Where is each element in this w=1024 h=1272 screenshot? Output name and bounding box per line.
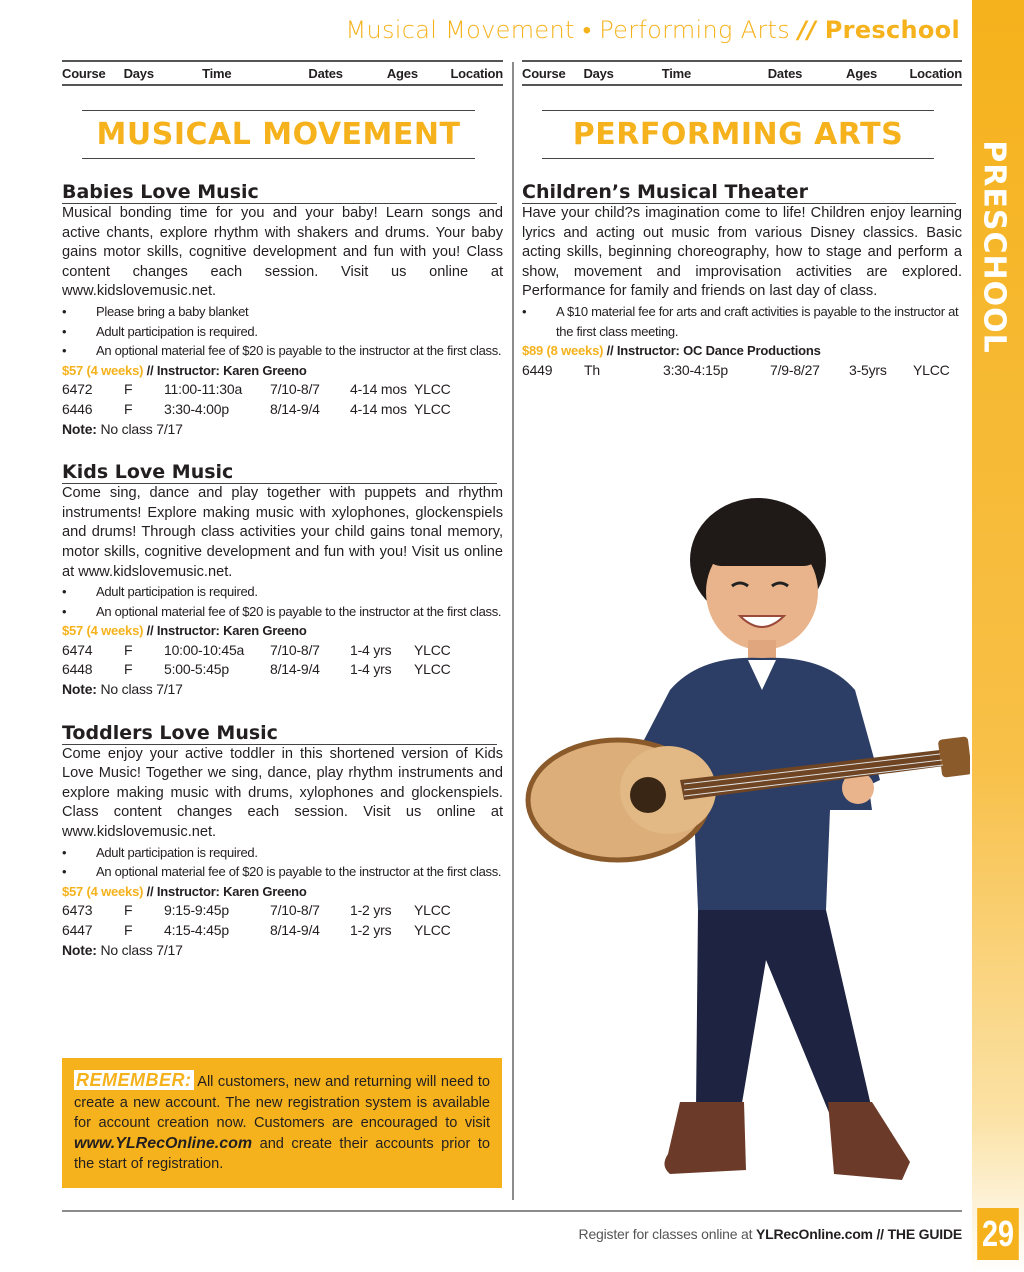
table-row bbox=[62, 660, 503, 680]
header-text: Musical Movement • Performing Arts bbox=[345, 16, 798, 44]
footer-separator: // bbox=[872, 1226, 888, 1242]
course-title: Babies Love Music bbox=[62, 181, 497, 204]
course-title: Children’s Musical Theater bbox=[522, 181, 956, 204]
page-header bbox=[345, 16, 960, 45]
header-days: Days bbox=[123, 65, 154, 81]
bullet-item: • A $10 material fee for arts and craft activities is payable to the instructor at the first class meeting. bbox=[522, 302, 962, 341]
remember-text: All customers, new and returning will need to create a new account. The new registration system is available for account creation now. Customers are encouraged to visit bbox=[74, 1074, 490, 1131]
cell-days: F bbox=[124, 641, 133, 658]
course-description: Come enjoy your active toddler in this shortened version of Kids Love Music! Together we sing, dance, play rhythm instruments and explore making music with drums, xylophones and glockenspiels. Class content changes each session. Visit us online at www.kidslovemusic.net. bbox=[62, 745, 503, 841]
cell-location: YLCC bbox=[414, 922, 451, 938]
course-instructor: // Instructor: OC Dance Productions bbox=[603, 343, 821, 359]
cell-course: 6472 bbox=[62, 381, 93, 398]
cell-time: 3:30-4:15p bbox=[663, 361, 728, 378]
table-header bbox=[62, 60, 503, 86]
cell-time: 4:15-4:45p bbox=[164, 922, 229, 938]
remember-notice bbox=[62, 1058, 502, 1188]
cell-location: YLCC bbox=[414, 641, 451, 658]
cell-time: 10:00-10:45a bbox=[164, 641, 245, 658]
note-label: Note: bbox=[62, 420, 97, 437]
course-bullets bbox=[62, 843, 503, 882]
note-text: No class 7/17 bbox=[96, 420, 183, 437]
cell-location: YLCC bbox=[913, 361, 950, 378]
course-instructor: // Instructor: Karen Greeno bbox=[143, 883, 307, 899]
course-instructor: // Instructor: Karen Greeno bbox=[143, 623, 307, 639]
left-column bbox=[62, 60, 503, 960]
cell-time: 3:30-4:00p bbox=[164, 400, 229, 417]
course-price: $57 (4 weeks) bbox=[62, 362, 144, 378]
table-row bbox=[62, 921, 503, 941]
right-column bbox=[522, 60, 962, 380]
price-line bbox=[62, 361, 503, 381]
header-ages: Ages bbox=[846, 65, 878, 81]
cell-time: 5:00-5:45p bbox=[164, 661, 229, 678]
cell-location: YLCC bbox=[414, 661, 451, 678]
header-time: Time bbox=[661, 65, 692, 81]
cell-days: F bbox=[124, 661, 133, 678]
footer-guide: THE GUIDE bbox=[887, 1226, 962, 1242]
course-bullets bbox=[522, 302, 962, 341]
header-time: Time bbox=[202, 65, 232, 81]
course-description: Have your child?s imagination come to life! Children enjoy learning lyrics and acting out music from various Disney classics. Basic acting skills, beginning choreography, how to stage and perform a show, movement and improvisation activities are explored. Performance for family and friends on last day of class. bbox=[522, 205, 962, 300]
header-location: Location bbox=[909, 65, 963, 81]
cell-time: 11:00-11:30a bbox=[164, 381, 243, 398]
header-ages: Ages bbox=[386, 65, 418, 81]
bullet-item: • Adult participation is required. bbox=[62, 843, 503, 863]
price-line bbox=[522, 341, 962, 361]
remember-link[interactable]: www.YLRecOnline.com bbox=[74, 1134, 253, 1152]
cell-ages: 4-14 mos bbox=[350, 400, 407, 417]
header-course: Course bbox=[62, 65, 106, 81]
remember-label: REMEMBER: bbox=[76, 1070, 192, 1090]
note-text: No class 7/17 bbox=[96, 941, 183, 958]
section-title-performing-arts: PERFORMING ARTS bbox=[542, 110, 934, 159]
course-title: Kids Love Music bbox=[62, 461, 497, 484]
cell-dates: 8/14-9/4 bbox=[270, 661, 320, 678]
cell-course: 6473 bbox=[62, 902, 93, 919]
footer-link[interactable]: YLRecOnline.com bbox=[755, 1226, 873, 1242]
course-price: $57 (4 weeks) bbox=[62, 883, 144, 899]
price-line bbox=[62, 621, 503, 641]
cell-dates: 8/14-9/4 bbox=[270, 922, 320, 938]
cell-course: 6474 bbox=[62, 641, 93, 658]
child-playing-ukulele-photo bbox=[500, 490, 970, 1190]
cell-location: YLCC bbox=[414, 400, 451, 417]
course-bullets bbox=[62, 302, 503, 361]
page-number: 29 bbox=[977, 1208, 1019, 1260]
cell-days: F bbox=[124, 902, 133, 919]
bullet-item: • Please bring a baby blanket bbox=[62, 302, 503, 322]
course-title: Toddlers Love Music bbox=[62, 722, 497, 745]
cell-days: F bbox=[124, 381, 133, 398]
cell-days: F bbox=[124, 400, 133, 417]
footer-rule bbox=[62, 1210, 962, 1212]
price-line bbox=[62, 882, 503, 902]
cell-ages: 1-4 yrs bbox=[350, 661, 392, 678]
cell-ages: 1-2 yrs bbox=[350, 902, 392, 919]
course-price: $89 (8 weeks) bbox=[522, 343, 604, 359]
cell-dates: 7/10-8/7 bbox=[270, 381, 320, 398]
footer bbox=[579, 1226, 962, 1242]
cell-ages: 1-2 yrs bbox=[350, 922, 392, 938]
section-title-musical-movement: MUSICAL MOVEMENT bbox=[82, 110, 475, 159]
cell-course: 6449 bbox=[522, 361, 553, 378]
side-tab-label: PRESCHOOL bbox=[976, 140, 1012, 354]
header-days: Days bbox=[583, 65, 614, 81]
course-kids-love-music bbox=[62, 461, 503, 700]
cell-time: 9:15-9:45p bbox=[164, 902, 229, 919]
course-price: $57 (4 weeks) bbox=[62, 623, 144, 639]
cell-dates: 8/14-9/4 bbox=[270, 400, 320, 417]
bullet-item: • Adult participation is required. bbox=[62, 582, 503, 602]
course-toddlers-love-music bbox=[62, 722, 503, 961]
course-description: Come sing, dance and play together with puppets and rhythm instruments! Explore making music with xylophones, glockenspiels and drums! Through class activities your child gains tonal memory, motor skills, cognitive development and fun with you! Visit us online at www.kidslovemusic.net. bbox=[62, 485, 503, 580]
course-bullets bbox=[62, 582, 503, 621]
cell-course: 6446 bbox=[62, 400, 93, 417]
table-row bbox=[62, 380, 503, 400]
cell-dates: 7/10-8/7 bbox=[270, 641, 320, 658]
remember-text-end: and create their accounts prior to the start of registration. bbox=[74, 1135, 490, 1172]
course-note bbox=[62, 420, 503, 440]
bullet-item: • An optional material fee of $20 is payable to the instructor at the first class. bbox=[62, 862, 503, 882]
bullet-item: • An optional material fee of $20 is payable to the instructor at the first class. bbox=[62, 602, 503, 622]
table-row bbox=[522, 361, 962, 381]
course-childrens-musical-theater bbox=[522, 181, 962, 380]
cell-ages: 1-4 yrs bbox=[350, 641, 392, 658]
header-dates: Dates bbox=[308, 65, 343, 81]
cell-location: YLCC bbox=[414, 902, 451, 919]
cell-course: 6447 bbox=[62, 922, 93, 938]
course-note bbox=[62, 680, 503, 700]
header-course: Course bbox=[522, 65, 566, 81]
cell-ages: 4-14 mos bbox=[350, 381, 407, 398]
note-label: Note: bbox=[62, 681, 97, 698]
table-row bbox=[62, 901, 503, 921]
table-row bbox=[62, 641, 503, 661]
footer-text: Register for classes online at bbox=[578, 1226, 756, 1242]
table-row bbox=[62, 400, 503, 420]
header-separator: // bbox=[798, 16, 817, 44]
note-text: No class 7/17 bbox=[96, 681, 183, 698]
course-babies-love-music bbox=[62, 181, 503, 439]
cell-days: F bbox=[124, 922, 133, 938]
cell-course: 6448 bbox=[62, 661, 93, 678]
course-description: Musical bonding time for you and your baby! Learn songs and active chants, explore rhythm with shakers and drums. Your baby gains motor skills, cognitive development and fun with you! Class content changes each session. Visit us online at www.kidslovemusic.net. bbox=[62, 205, 503, 300]
cell-ages: 3-5yrs bbox=[849, 361, 887, 378]
cell-dates: 7/9-8/27 bbox=[770, 361, 820, 378]
header-section: Preschool bbox=[816, 16, 960, 44]
course-note bbox=[62, 941, 503, 961]
bullet-item: • An optional material fee of $20 is payable to the instructor at the first class. bbox=[62, 341, 503, 361]
bullet-item: • Adult participation is required. bbox=[62, 322, 503, 342]
cell-dates: 7/10-8/7 bbox=[270, 902, 320, 919]
cell-days: Th bbox=[584, 361, 600, 378]
table-header bbox=[522, 60, 962, 86]
header-location: Location bbox=[450, 65, 504, 81]
note-label: Note: bbox=[62, 941, 97, 958]
cell-location: YLCC bbox=[414, 381, 451, 398]
header-dates: Dates bbox=[767, 65, 803, 81]
course-instructor: // Instructor: Karen Greeno bbox=[143, 362, 307, 378]
